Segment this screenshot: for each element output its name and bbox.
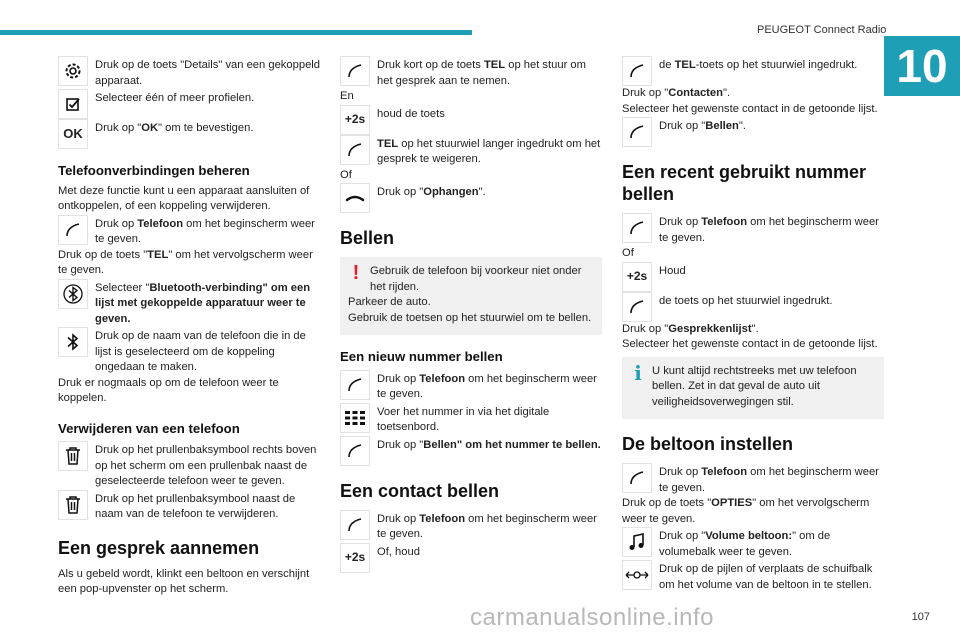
step-text: Druk op Telefoon om het beginscherm weer te geven.: [377, 512, 597, 540]
info-note: [622, 357, 884, 420]
column-2: [340, 56, 602, 573]
warning-text: Gebruik de toetsen op het stuurwiel om te bellen.: [348, 311, 592, 324]
warning-note: [340, 257, 602, 335]
step-telefoon: [340, 510, 602, 543]
phone-handset-icon: [340, 436, 370, 466]
heading-beltoon-instellen: De beltoon instellen: [622, 434, 794, 454]
heading-nieuw-nummer: Een nieuw nummer bellen: [340, 349, 503, 364]
phone-handset-icon: [622, 56, 652, 86]
phone-handset-icon: [622, 292, 652, 322]
bluetooth-connection-icon: [58, 279, 88, 309]
paragraph: Met deze functie kunt u een apparaat aansluiten of ontkoppelen, of een koppeling verwijderen.: [58, 184, 310, 212]
hold-2s-icon: +2s: [622, 262, 652, 292]
step-text: Druk kort op de toets TEL op het stuur om het gesprek aan te nemen.: [377, 59, 586, 87]
connector-of: Of: [340, 168, 352, 181]
hold-2s-icon: +2s: [340, 543, 370, 573]
checkbox-icon: [58, 89, 88, 119]
step-houd: [622, 262, 884, 292]
step-prullenbak-2: [58, 490, 320, 523]
step-tel-toets: [622, 56, 884, 86]
page-number: 107: [911, 611, 930, 623]
step-naam: [58, 327, 320, 376]
heading-verwijderen: Verwijderen van een telefoon: [58, 420, 240, 436]
phone-handset-icon: [622, 213, 652, 243]
phone-handset-icon: [340, 56, 370, 86]
phone-handset-icon: [340, 370, 370, 400]
phone-handset-icon: [340, 135, 370, 165]
trash-icon: [58, 490, 88, 520]
paragraph: Druk er nogmaals op om de telefoon weer te koppelen.: [58, 376, 279, 404]
step-text: de toets op het stuurwiel ingedrukt.: [659, 294, 833, 307]
step-prullenbak-1: [58, 441, 320, 490]
column-3: [622, 56, 884, 593]
header-accent-bar: [0, 30, 472, 35]
step-text: Selecteer "Bluetooth-verbinding" om een lijst met gekoppelde apparatuur weer te geven.: [95, 281, 311, 325]
step-text: Houd: [659, 264, 686, 277]
step-telefoon: [58, 215, 320, 248]
step-telefoon: [622, 463, 884, 496]
info-text: U kunt altijd rechtstreeks met uw telefoon bellen. Zet in dat geval de auto uit veiligheidsoverwegingen stil.: [652, 364, 857, 408]
paragraph: Selecteer het gewenste contact in de getoonde lijst.: [622, 102, 878, 115]
step-ophangen: [340, 183, 602, 213]
heading-bellen: Bellen: [340, 228, 395, 248]
paragraph: Druk op de toets "TEL" om het vervolgscherm weer te geven.: [58, 248, 313, 276]
warning-text: Parkeer de auto.: [348, 296, 431, 308]
step-text: Druk op "Bellen".: [659, 120, 746, 132]
connector-of: Of: [622, 247, 634, 259]
page-header-title: PEUGEOT Connect Radio: [757, 24, 887, 36]
step-text: Druk op "OK" om te bevestigen.: [95, 122, 254, 134]
step-text: Druk op het prullenbaksymbool naast de naam van de telefoon te verwijderen.: [95, 492, 296, 520]
paragraph: Druk op de toets "OPTIES" om het vervolgscherm weer te geven.: [622, 497, 870, 525]
paragraph: Druk op "Contacten".: [622, 87, 731, 99]
heading-gesprek-aannemen: Een gesprek aannemen: [58, 537, 260, 558]
step-schuifbalk: [622, 560, 884, 593]
heading-telefoonverbindingen: Telefoonverbindingen beheren: [58, 163, 250, 178]
ok-icon: OK: [58, 119, 88, 149]
step-text: Of, houd: [377, 545, 420, 558]
hang-up-icon: [340, 183, 370, 213]
step-text: TEL op het stuurwiel langer ingedrukt om het gesprek te weigeren.: [377, 137, 601, 165]
bluetooth-icon: [58, 327, 88, 357]
step-text: Druk op "Volume beltoon:" om de volumebalk weer te geven.: [659, 530, 831, 558]
gear-icon: [58, 56, 88, 86]
step-text: Druk op Telefoon om het beginscherm weer te geven.: [95, 217, 315, 245]
step-text: de TEL-toets op het stuurwiel ingedrukt.: [659, 59, 858, 71]
step-toets-ingedrukt: [622, 292, 884, 322]
hold-2s-icon: +2s: [340, 105, 370, 135]
step-weigeren: [340, 135, 602, 168]
step-of-houd: [340, 543, 602, 573]
step-houd-toets: [340, 105, 602, 135]
step-text: Druk op het prullenbaksymbool rechts boven op het scherm om een prullenbak naast de geselecteerde telefoon weer te geven.: [95, 444, 317, 487]
column-1: [58, 56, 320, 598]
step-volume-beltoon: [622, 527, 884, 560]
step-bluetooth: [58, 279, 320, 328]
trash-icon: [58, 441, 88, 471]
warning-text: Gebruik de telefoon bij voorkeur niet onder het rijden.: [370, 265, 582, 293]
step-text: Druk op de pijlen of verplaats de schuifbalk om het volume van de beltoon in te stellen.: [659, 563, 873, 591]
phone-handset-icon: [58, 215, 88, 245]
step-text: Druk op Telefoon om het beginscherm weer te geven.: [659, 216, 879, 244]
paragraph: Als u gebeld wordt, klinkt een beltoon en verschijnt een pop-upvenster op het scherm.: [58, 567, 310, 595]
step-details: [58, 56, 320, 89]
heading-contact-bellen: Een contact bellen: [340, 480, 500, 501]
step-text: Druk op "Ophangen".: [377, 186, 486, 198]
watermark: carmanualsonline.info: [470, 604, 714, 631]
heading-recent-nummer: Een recent gebruikt nummer bellen: [622, 162, 867, 204]
step-bellen: [622, 117, 884, 147]
step-text: Druk op Telefoon om het beginscherm weer te geven.: [659, 466, 879, 494]
step-text: Druk op Telefoon om het beginscherm weer te geven.: [377, 372, 597, 400]
phone-handset-icon: [622, 463, 652, 493]
info-icon: i: [634, 360, 642, 385]
music-note-icon: [622, 527, 652, 557]
warning-icon: !: [352, 262, 360, 284]
chapter-number-tab: 10: [884, 36, 960, 96]
phone-handset-icon: [622, 117, 652, 147]
step-toetsenbord: [340, 403, 602, 436]
step-text: Druk op de toets "Details" van een gekoppeld apparaat.: [95, 59, 320, 87]
keypad-icon: [340, 403, 370, 433]
step-telefoon: [622, 213, 884, 246]
step-telefoon: [340, 370, 602, 403]
step-bellen-nummer: [340, 436, 602, 466]
step-tel-kort: [340, 56, 602, 89]
step-text: houd de toets: [377, 107, 445, 120]
step-text: Voer het nummer in via het digitale toetsenbord.: [377, 405, 550, 433]
paragraph: Druk op "Gesprekkenlijst".: [622, 322, 759, 335]
phone-handset-icon: [340, 510, 370, 540]
step-text: Druk op "Bellen" om het nummer te bellen.: [377, 438, 601, 451]
slider-arrows-icon: [622, 560, 652, 590]
step-text: Selecteer één of meer profielen.: [95, 92, 255, 104]
step-ok: [58, 119, 320, 149]
paragraph: Selecteer het gewenste contact in de getoonde lijst.: [622, 338, 878, 350]
connector-en: En: [340, 90, 354, 102]
step-profielen: [58, 89, 320, 119]
step-text: Druk op de naam van de telefoon die in de lijst is geselecteerd om de koppeling ongedaan te maken.: [95, 330, 306, 373]
